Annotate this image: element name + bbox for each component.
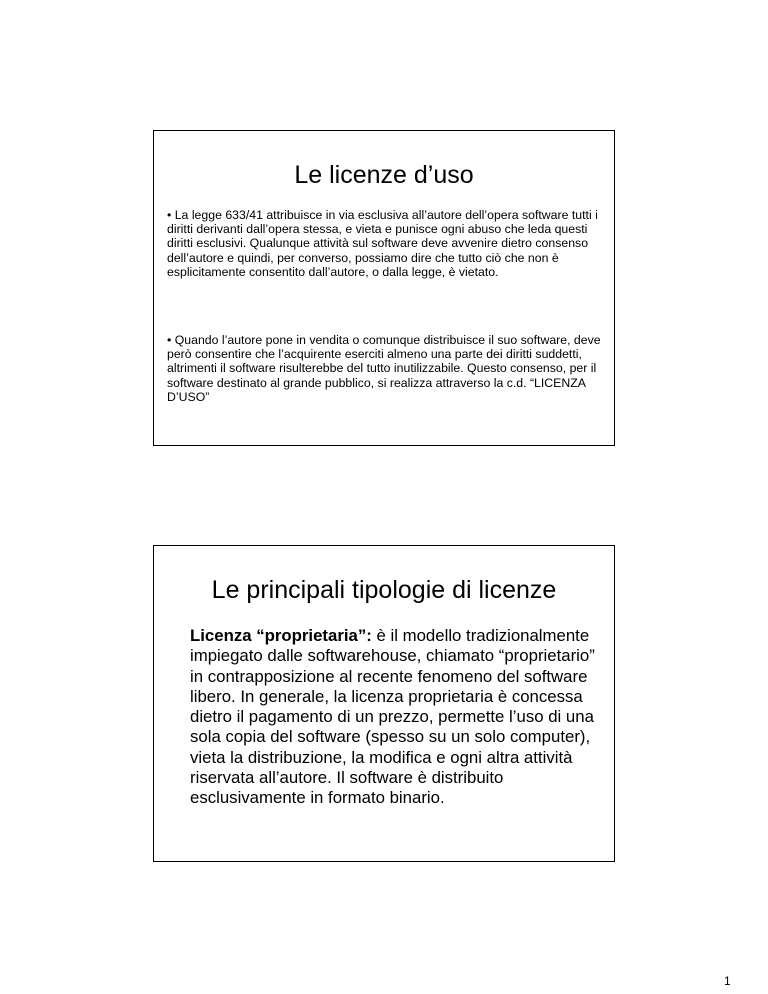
slide-2: [153, 545, 615, 862]
slide-1-bullet-2: • Quando l’autore pone in vendita o comunque distribuisce il suo software, deve però consentire che l’acquirente eserciti almeno una parte dei diritti suddetti, altrimenti il software risulterebbe del tutto inutilizzabile. Questo consenso, per il software destinato al grande pubblico, si realizza attraverso la c.d. “LICENZA D’USO”: [167, 333, 601, 404]
slide-1-bullet-1: • La legge 633/41 attribuisce in via esclusiva all’autore dell’opera software tutti i diritti derivanti dall’opera stessa, e vieta e punisce ogni abuso che leda questi diritti esclusivi. Qualunque attività sul software deve avvenire dietro consenso dell’autore e quindi, per converso, possiamo dire che tutto ciò che non è esplicitamente consentito dall’autore, o dalla legge, è vietato.: [167, 208, 598, 279]
slide-2-paragraph: [190, 626, 600, 809]
slide-1-title: Le licenze d’uso: [294, 161, 474, 189]
license-term: Licenza “proprietaria”:: [190, 626, 372, 645]
page-number: 1: [724, 974, 731, 988]
license-definition: è il modello tradizionalmente impiegato dalle softwarehouse, chiamato “proprietario” in contrapposizione al recente fenomeno del software libero. In generale, la licenza proprietaria è concessa dietro il pagamento di un prezzo, permette l’uso di una sola copia del software (spesso su un solo computer), vieta la distribuzione, la modifica e ogni altra attività riservata all’autore. Il software è distribuito esclusivamente in formato binario.: [190, 626, 595, 808]
slide-1: [153, 130, 615, 446]
slide-2-title: Le principali tipologie di licenze: [211, 576, 557, 604]
